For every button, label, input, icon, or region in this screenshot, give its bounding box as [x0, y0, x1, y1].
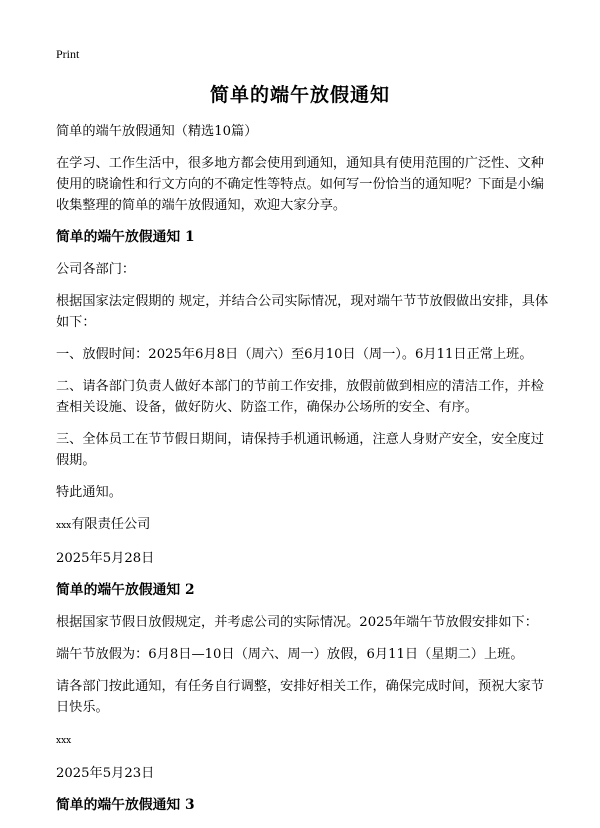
section-2-date: 2025年5月23日 — [56, 766, 155, 781]
section-1-paragraph: 一、放假时间：2025年6月8日（周六）至6月10日（周一）。6月11日正常上班。 — [56, 347, 533, 362]
article-body — [56, 121, 550, 827]
section-heading-2: 简单的端午放假通知 2 — [56, 582, 195, 598]
section-1-paragraph: 公司各部门： — [56, 262, 136, 277]
article-subtitle: 简单的端午放假通知（精选10篇） — [56, 124, 258, 139]
section-2-signature — [56, 729, 550, 752]
page-title: 简单的端午放假通知 — [209, 84, 390, 106]
section-1-date: 2025年5月28日 — [56, 551, 155, 566]
section-2-paragraph: 根据国家节假日放假规定，并考虑公司的实际情况。2025年端午节放假安排如下： — [56, 615, 538, 630]
section-2-paragraph: 请各部门按此通知，有任务自行调整，安排好相关工作，确保完成时间，预祝大家节日快乐。 — [56, 679, 544, 715]
signature-org: 有限责任公司 — [71, 517, 151, 532]
section-1-paragraph: 二、请各部门负责人做好本部门的节前工作安排，放假前做到相应的清洁工作，并检查相关设施、设备，做好防火、防盗工作，确保办公场所的安全、有序。 — [56, 379, 544, 415]
signature-placeholder: xxx — [56, 736, 72, 746]
section-heading-1: 简单的端午放假通知 1 — [56, 229, 195, 245]
intro-paragraph: 在学习、工作生活中，很多地方都会使用到通知，通知具有使用范围的广泛性、文种使用的晓谕性和行文方向的不确定性等特点。如何写一份恰当的通知呢？下面是小编收集整理的简单的端午放假通知，欢迎大家分享。 — [56, 156, 544, 213]
section-1-signature — [56, 514, 550, 537]
section-heading-3: 简单的端午放假通知 3 — [56, 797, 195, 813]
print-link[interactable]: Print — [56, 47, 80, 61]
signature-placeholder: xxx — [56, 521, 72, 531]
section-1-paragraph: 特此通知。 — [56, 485, 122, 500]
section-1-paragraph: 三、全体员工在节节假日期间，请保持手机通讯畅通，注意人身财产安全，安全度过假期。 — [56, 432, 544, 468]
section-2-paragraph: 端午节放假为：6月8日—10日（周六、周一）放假，6月11日（星期二）上班。 — [56, 647, 524, 662]
section-1-paragraph: 根据国家法定假期的 规定，并结合公司实际情况，现对端午节节放假做出安排，具体如下： — [56, 294, 549, 330]
